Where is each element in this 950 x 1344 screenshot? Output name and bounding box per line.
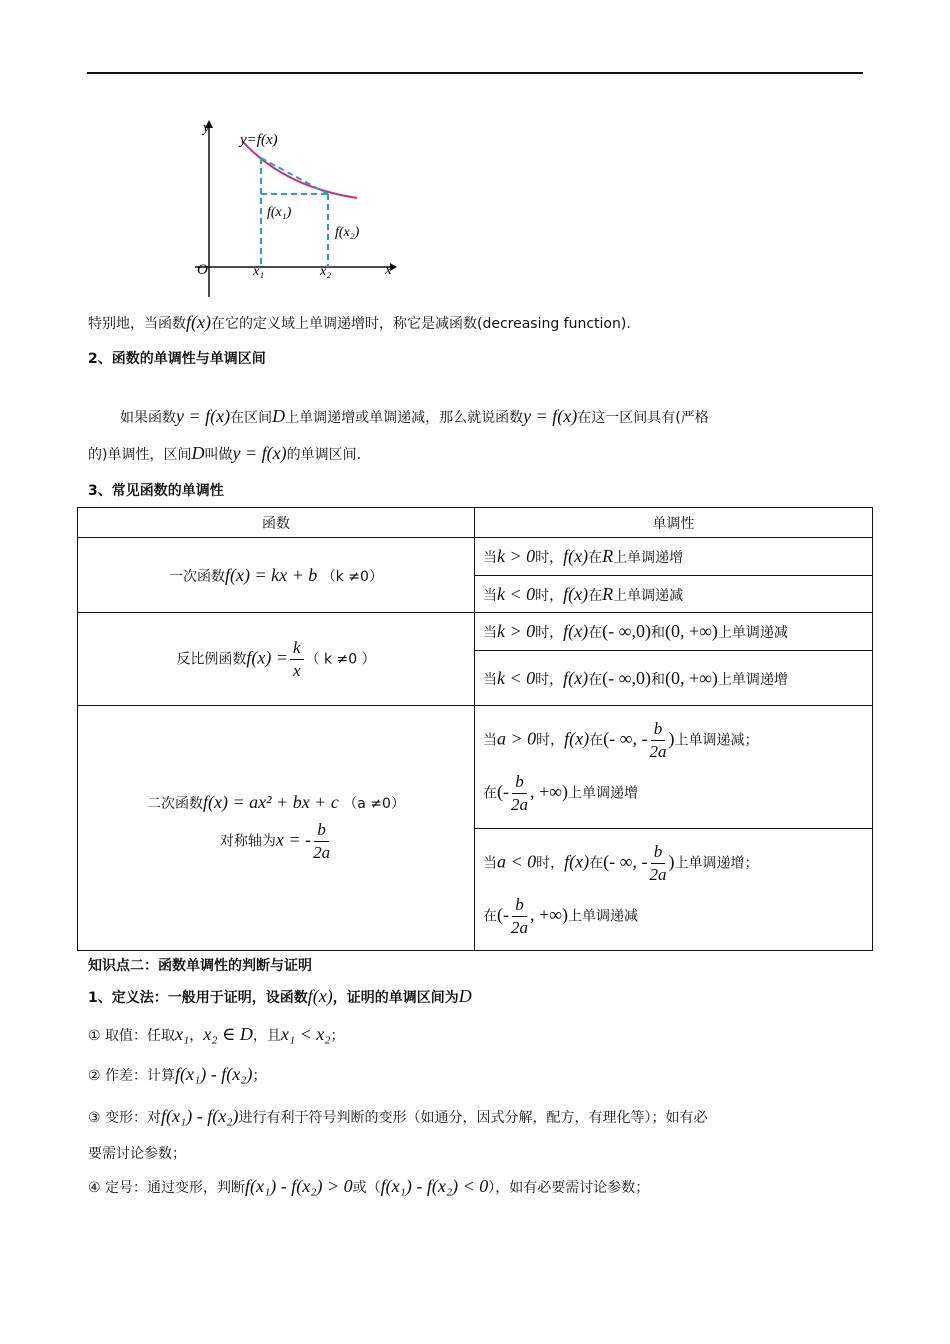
step-3-cont: 要需讨论参数；	[88, 1146, 186, 1162]
m: f(x₁) - f(x₂) < 0	[380, 1176, 489, 1196]
m: f(x)	[563, 667, 589, 688]
t: 1、定义法：一般用于证明，设函数	[88, 990, 308, 1006]
fx2-label: f(x₂)	[335, 225, 360, 240]
decreasing-function-graph	[185, 112, 400, 297]
paragraph-decreasing	[88, 312, 631, 333]
t: 在	[589, 855, 604, 871]
knowledge-point-2: 知识点二：函数单调性的判断与证明	[88, 958, 312, 974]
m: )	[668, 851, 675, 871]
text: 的单调区间.	[286, 447, 362, 463]
t: ），如有必要需讨论参数；	[488, 1180, 650, 1196]
text: 的)单调性，区间	[88, 447, 192, 463]
m: D	[458, 986, 472, 1006]
m: x₂ ∈ D	[203, 1024, 253, 1044]
t: 当	[483, 732, 497, 749]
heading-2: 2、函数的单调性与单调区间	[88, 351, 266, 367]
t: 在	[483, 908, 497, 924]
paragraph-interval-2	[88, 443, 361, 464]
m: x₁	[175, 1024, 190, 1044]
t: 上单调递增	[613, 550, 684, 566]
t: ④ 定号：通过变形，判断	[88, 1180, 246, 1196]
t: 二次函数	[147, 796, 204, 812]
paragraph-interval-1	[120, 406, 709, 427]
t: ，且	[252, 1028, 281, 1044]
t: ，	[189, 1028, 204, 1044]
den: 2a	[313, 843, 331, 862]
t: ① 取值：任取	[88, 1028, 176, 1044]
t: 时，	[535, 587, 564, 604]
t: ；	[330, 1028, 345, 1044]
t: 反比例函数	[176, 651, 247, 667]
m: f(x) = ax² + bx + c	[203, 792, 339, 812]
m: k > 0	[497, 546, 536, 566]
text: 上单调递增或单调递减，那么就说函数	[285, 410, 524, 426]
t: 时，	[535, 671, 564, 688]
m: f(x)	[563, 583, 589, 604]
step-4	[88, 1176, 649, 1197]
origin-label: O	[197, 262, 208, 278]
m: f(x₁) - f(x₂) > 0	[245, 1176, 353, 1196]
t: 在	[588, 550, 603, 566]
m: R	[602, 546, 614, 566]
t: 时，	[536, 732, 565, 749]
t: 当	[483, 625, 497, 641]
m: x = -	[275, 829, 312, 850]
m: k > 0	[497, 621, 536, 641]
linear-case-2	[475, 576, 873, 613]
m: f(x)	[563, 546, 589, 566]
num: b	[651, 718, 666, 741]
t: 上单调递增	[717, 671, 788, 688]
t: 和	[650, 625, 665, 641]
t: 上单调递减	[613, 587, 684, 604]
text: 在它的定义域上单调递增时，称它是减函数(decreasing function).	[210, 316, 631, 332]
m: , +∞)	[530, 904, 568, 924]
x-label: x	[385, 262, 392, 278]
fraction	[290, 637, 304, 682]
quadratic-case-1	[475, 706, 873, 829]
m: a < 0	[497, 851, 537, 871]
m: (-	[497, 904, 509, 924]
t: 当	[483, 855, 497, 871]
math: D	[191, 443, 205, 463]
m: k < 0	[497, 667, 536, 688]
t: ③ 变形：对	[88, 1110, 162, 1126]
m: (- ∞, -	[603, 851, 648, 871]
linear-function-cell	[78, 538, 475, 613]
header-rule	[87, 72, 863, 74]
t: 时，	[535, 625, 564, 641]
m: f(x)	[563, 621, 589, 641]
num: b	[314, 819, 329, 842]
inverse-case-1	[475, 613, 873, 651]
t: 时，	[535, 550, 564, 566]
t: 在	[483, 785, 497, 802]
m: f(x)	[307, 986, 333, 1006]
text: 在区间	[230, 410, 273, 426]
text: 在这一区间具有(严格	[577, 410, 709, 426]
math: y = f(x)	[523, 406, 578, 426]
monotonicity-table	[77, 507, 873, 951]
t: 在	[588, 625, 603, 641]
step-2	[88, 1064, 266, 1085]
y-label: y	[203, 120, 210, 136]
num: k	[290, 637, 304, 660]
m: , +∞)	[530, 781, 568, 802]
quadratic-case-2	[475, 829, 873, 951]
x1-label: x₁	[253, 264, 265, 279]
t: ，证明的单调区间为	[332, 990, 459, 1006]
m: (- ∞,0)	[602, 667, 651, 688]
heading-3: 3、常见函数的单调性	[88, 483, 224, 499]
m: (-	[497, 781, 509, 802]
den: 2a	[649, 742, 667, 761]
t: 当	[483, 550, 497, 566]
definition-method	[88, 986, 472, 1007]
inverse-case-2	[475, 651, 873, 706]
m: f(x₁) - f(x₂)	[175, 1064, 253, 1084]
step-3	[88, 1106, 707, 1127]
m: x₁ < x₂	[280, 1024, 331, 1044]
math: y = f(x)	[232, 443, 287, 463]
math: f(x)	[186, 312, 211, 332]
curve-label: y=f(x)	[240, 132, 278, 148]
t: 或（	[352, 1180, 381, 1196]
num: b	[512, 894, 527, 917]
t: 上单调递增；	[674, 855, 759, 871]
t: 时，	[536, 855, 565, 871]
math: f(x) = kx + b	[225, 564, 318, 585]
text: 一次函数	[169, 568, 226, 585]
inverse-function-cell	[78, 613, 475, 706]
m: R	[602, 583, 614, 604]
t: 对称轴为	[219, 833, 276, 850]
fraction	[649, 841, 666, 886]
t: 和	[650, 671, 665, 688]
den: 2a	[511, 795, 528, 814]
t: （a ≠0）	[343, 796, 405, 812]
header-function: 函数	[78, 508, 475, 538]
t: 上单调递减	[567, 908, 638, 924]
fraction	[511, 894, 528, 939]
fraction	[511, 771, 528, 816]
fraction	[313, 819, 330, 864]
t: 上单调递减	[717, 625, 788, 641]
m: f(x₁) - f(x₂)	[161, 1106, 239, 1126]
m: f(x)	[564, 728, 590, 749]
t: ② 作差：计算	[88, 1068, 176, 1084]
t: ；	[252, 1068, 267, 1084]
t: 当	[483, 587, 497, 604]
step-1	[88, 1024, 344, 1045]
t: 在	[588, 671, 603, 688]
t: 进行有利于符号判断的变形（如通分，因式分解，配方，有理化等）；如有必	[238, 1110, 708, 1126]
x2-label: x₂	[320, 264, 332, 279]
text: 叫做	[204, 447, 233, 463]
m: (0, +∞)	[664, 621, 718, 641]
math: y = f(x)	[176, 406, 231, 426]
den: x	[292, 660, 301, 680]
math: D	[272, 406, 286, 426]
m: (0, +∞)	[664, 667, 718, 688]
fraction	[649, 718, 666, 763]
linear-case-1	[475, 538, 873, 576]
m: (- ∞,0)	[602, 621, 651, 641]
t: 在	[589, 732, 604, 749]
den: 2a	[511, 917, 528, 937]
t: 在	[588, 587, 603, 604]
m: a > 0	[497, 728, 537, 749]
header-monotonicity: 单调性	[475, 508, 873, 538]
num: b	[651, 841, 666, 864]
m: k < 0	[497, 583, 536, 604]
t: （ k ≠0 ）	[305, 651, 376, 667]
m: (- ∞, -	[603, 728, 648, 749]
t: 当	[483, 671, 497, 688]
fx1-label: f(x₁)	[267, 205, 292, 220]
text: 如果函数	[120, 410, 176, 426]
quadratic-function-cell	[78, 706, 475, 951]
num: b	[512, 771, 527, 794]
m: )	[668, 728, 675, 749]
t: 上单调递减；	[674, 732, 759, 749]
t: 上单调递增	[567, 785, 638, 802]
m: f(x)	[564, 851, 590, 871]
m: f(x) =	[246, 647, 288, 667]
text: 特别地，当函数	[88, 316, 186, 332]
den: 2a	[649, 864, 667, 884]
text: （k ≠0）	[321, 568, 383, 585]
